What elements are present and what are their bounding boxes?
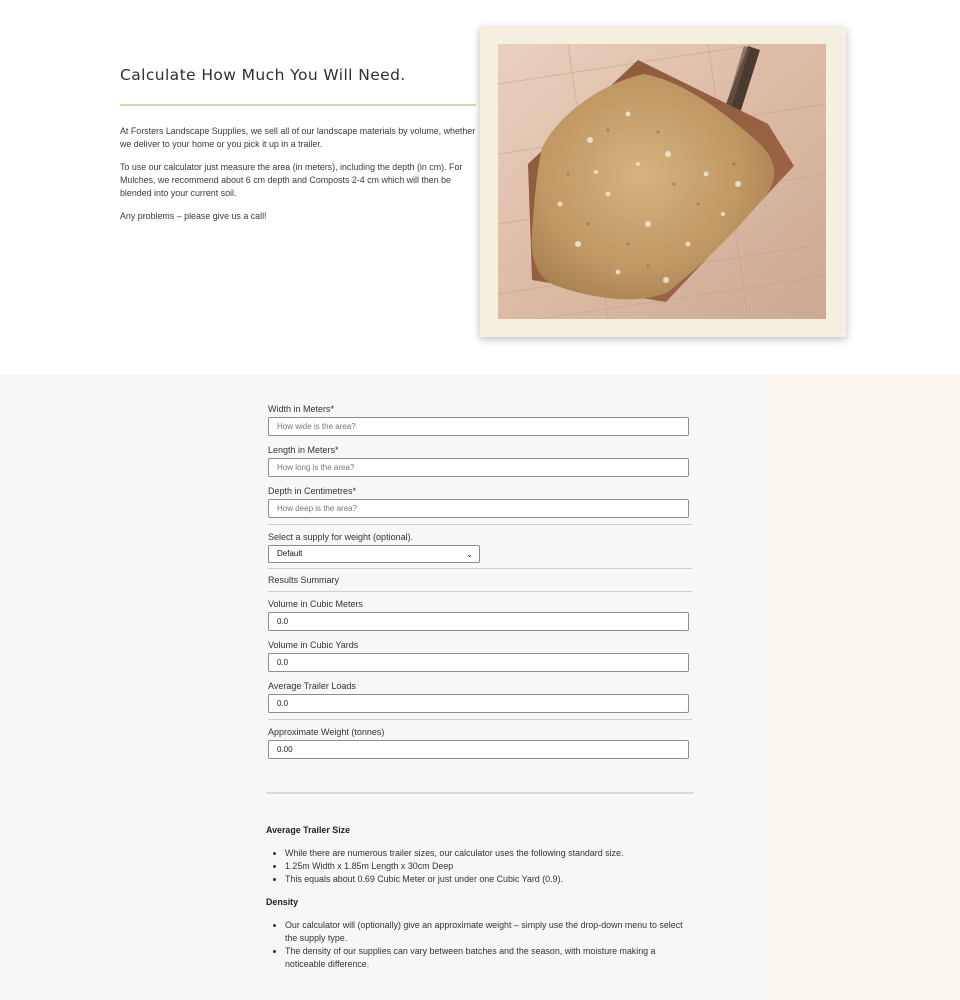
depth-label: Depth in Centimetres* — [268, 486, 357, 496]
intro-copy — [120, 125, 476, 232]
form-divider — [268, 524, 692, 525]
list-item: • While there are numerous trailer sizes, our calculator uses the following standard size. — [285, 847, 696, 860]
results-heading: Results Summary — [268, 575, 340, 585]
volume-m3-label: Volume in Cubic Meters — [268, 599, 364, 609]
intro-paragraph: Any problems – please give us a call! — [120, 210, 267, 221]
supply-select[interactable] — [268, 545, 480, 563]
width-input[interactable]: How wide is the area? — [268, 417, 689, 436]
chevron-down-icon: ⌄ — [466, 550, 473, 559]
trailer-loads-label: Average Trailer Loads — [268, 681, 356, 691]
calculator-info — [266, 818, 696, 971]
weight-output[interactable]: 0.00 — [268, 740, 689, 759]
depth-input[interactable]: How deep is the area? — [268, 499, 689, 518]
volume-m3-output[interactable]: 0.0 — [268, 612, 689, 631]
form-divider — [268, 568, 692, 569]
list-item: • This equals about 0.69 Cubic Meter or just under one Cubic Yard (0.9). — [285, 873, 696, 886]
density-heading: Density — [266, 897, 299, 907]
trailer-size-list — [266, 847, 696, 886]
volume-yd3-label: Volume in Cubic Yards — [268, 640, 359, 650]
form-divider — [268, 591, 692, 592]
volume-yd3-output[interactable]: 0.0 — [268, 653, 689, 672]
density-list — [266, 919, 696, 971]
list-item: • The density of our supplies can vary between batches and the season, with moisture making a noticeable difference. — [285, 945, 696, 971]
list-item: • Our calculator will (optionally) give an approximate weight – simply use the drop-down menu to select the supply type. — [285, 919, 696, 945]
intro-paragraph: To use our calculator just measure the area (in meters), including the depth (in cm). For Mulches, we recommend about 6 cm depth and Composts 2-4 cm which will then be blended into your current soil. — [120, 161, 463, 198]
supply-selected-value: Default — [277, 549, 303, 558]
intro-paragraph: At Forsters Landscape Supplies, we sell all of our landscape materials by volume, whether we deliver to your home or you pick it up in a trailer. — [120, 126, 476, 149]
length-input[interactable]: How long is the area? — [268, 458, 689, 477]
width-label: Width in Meters* — [268, 404, 335, 414]
weight-label: Approximate Weight (tonnes) — [268, 727, 385, 737]
title-divider — [120, 104, 476, 106]
page-title: Calculate How Much You Will Need. — [120, 66, 406, 84]
trailer-loads-output[interactable]: 0.0 — [268, 694, 689, 713]
form-divider — [268, 719, 692, 720]
photo-frame — [480, 27, 846, 337]
length-label: Length in Meters* — [268, 445, 339, 455]
list-item: • 1.25m Width x 1.85m Length x 30cm Deep — [285, 860, 696, 873]
section-divider — [266, 792, 694, 794]
shovel-full-of-sand-image — [498, 44, 826, 319]
supply-label: Select a supply for weight (optional). — [268, 532, 414, 542]
trailer-size-heading: Average Trailer Size — [266, 825, 351, 835]
